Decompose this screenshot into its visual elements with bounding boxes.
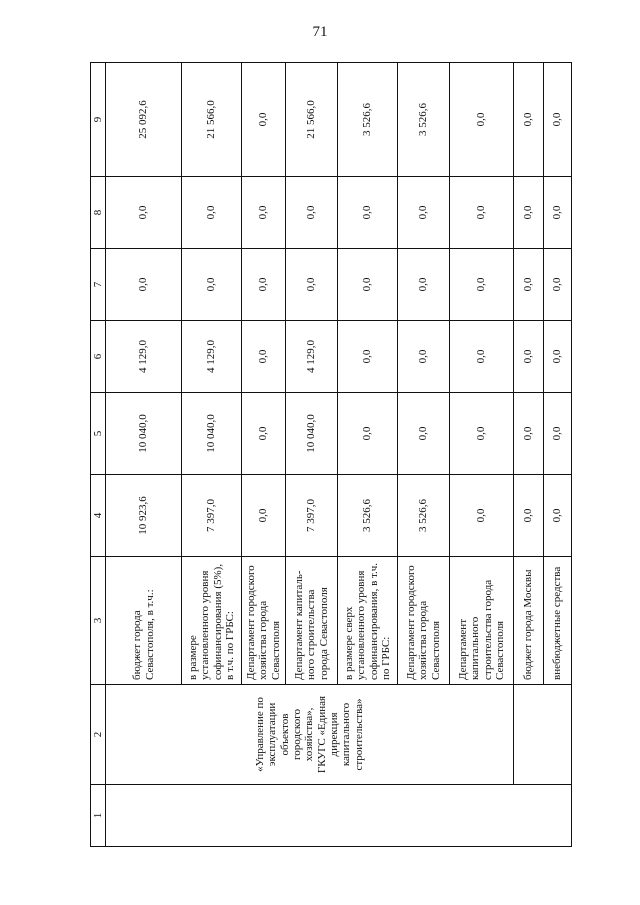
value-cell: 0,0	[450, 63, 514, 177]
value-cell: 0,0	[242, 321, 286, 393]
source-cell: бюджет города Севастополя, в т.ч.:	[106, 557, 182, 685]
value-cell: 0,0	[242, 393, 286, 475]
column-header: 3	[91, 557, 106, 685]
value-cell: 0,0	[450, 177, 514, 249]
source-cell: бюджет города Москвы	[514, 557, 544, 685]
value-cell: 10 040,0	[106, 393, 182, 475]
value-cell: 0,0	[544, 63, 572, 177]
value-cell: 0,0	[514, 63, 544, 177]
value-cell: 0,0	[242, 63, 286, 177]
value-cell: 0,0	[514, 249, 544, 321]
value-cell: 7 397,0	[286, 475, 338, 557]
value-cell: 0,0	[544, 393, 572, 475]
table-row	[106, 63, 182, 847]
value-cell: 25 092,6	[106, 63, 182, 177]
value-cell: 7 397,0	[182, 475, 242, 557]
value-cell: 0,0	[544, 321, 572, 393]
value-cell: 3 526,6	[338, 475, 398, 557]
column-header: 8	[91, 177, 106, 249]
column-header: 9	[91, 63, 106, 177]
source-cell: Департамент капитального строительства города Севастополя	[450, 557, 514, 685]
column-header: 1	[91, 785, 106, 847]
value-cell: 10 040,0	[286, 393, 338, 475]
value-cell: 0,0	[398, 249, 450, 321]
value-cell: 21 566,0	[182, 63, 242, 177]
value-cell: 0,0	[544, 177, 572, 249]
value-cell: 0,0	[242, 249, 286, 321]
rotated-table-wrapper	[90, 63, 564, 847]
value-cell: 0,0	[544, 475, 572, 557]
header-row	[91, 63, 106, 847]
page-number: 71	[312, 24, 328, 40]
value-cell: 0,0	[338, 177, 398, 249]
value-cell: 0,0	[106, 249, 182, 321]
value-cell: 3 526,6	[398, 63, 450, 177]
value-cell: 0,0	[182, 249, 242, 321]
value-cell: 3 526,6	[338, 63, 398, 177]
value-cell: 0,0	[106, 177, 182, 249]
value-cell: 0,0	[450, 393, 514, 475]
value-cell: 10 040,0	[182, 393, 242, 475]
value-cell: 0,0	[242, 177, 286, 249]
value-cell: 0,0	[286, 177, 338, 249]
value-cell: 0,0	[338, 321, 398, 393]
value-cell: 0,0	[338, 393, 398, 475]
value-cell: 4 129,0	[286, 321, 338, 393]
value-cell: 0,0	[182, 177, 242, 249]
responsible-cell: «Управление по эксплуатации объектов городского хозяйства», ГКУГС «Единая дирекция капитального строительства»	[106, 685, 514, 785]
value-cell: 0,0	[338, 249, 398, 321]
source-cell: Департамент городского хозяйства города Севастополя	[398, 557, 450, 685]
value-cell: 0,0	[514, 321, 544, 393]
value-cell: 0,0	[242, 475, 286, 557]
value-cell: 0,0	[398, 177, 450, 249]
value-cell: 4 129,0	[106, 321, 182, 393]
value-cell: 0,0	[450, 321, 514, 393]
value-cell: 4 129,0	[182, 321, 242, 393]
source-cell: внебюджетные средства	[544, 557, 572, 685]
column-header: 5	[91, 393, 106, 475]
value-cell: 3 526,6	[398, 475, 450, 557]
budget-table	[90, 62, 572, 847]
value-cell: 0,0	[450, 475, 514, 557]
value-cell: 21 566,0	[286, 63, 338, 177]
value-cell: 0,0	[450, 249, 514, 321]
table-row	[514, 63, 544, 847]
responsible-cell-empty	[514, 685, 572, 785]
source-cell: в размере установленного уровня софинансирования (5%), в т.ч. по ГРБС:	[182, 557, 242, 685]
value-cell: 0,0	[514, 475, 544, 557]
value-cell: 0,0	[398, 321, 450, 393]
source-cell: в размере сверх установленного уровня софинансирования, в т.ч. по ГРБС:	[338, 557, 398, 685]
value-cell: 0,0	[514, 393, 544, 475]
row-number-cell	[106, 785, 572, 847]
value-cell: 0,0	[544, 249, 572, 321]
source-cell: Департамент капиталь-ного строительства города Севастополя	[286, 557, 338, 685]
value-cell: 0,0	[398, 393, 450, 475]
value-cell: 0,0	[514, 177, 544, 249]
column-header: 2	[91, 685, 106, 785]
column-header: 4	[91, 475, 106, 557]
column-header: 6	[91, 321, 106, 393]
source-cell: Департамент городского хозяйства города Севастополя	[242, 557, 286, 685]
column-header: 7	[91, 249, 106, 321]
value-cell: 10 923,6	[106, 475, 182, 557]
value-cell: 0,0	[286, 249, 338, 321]
